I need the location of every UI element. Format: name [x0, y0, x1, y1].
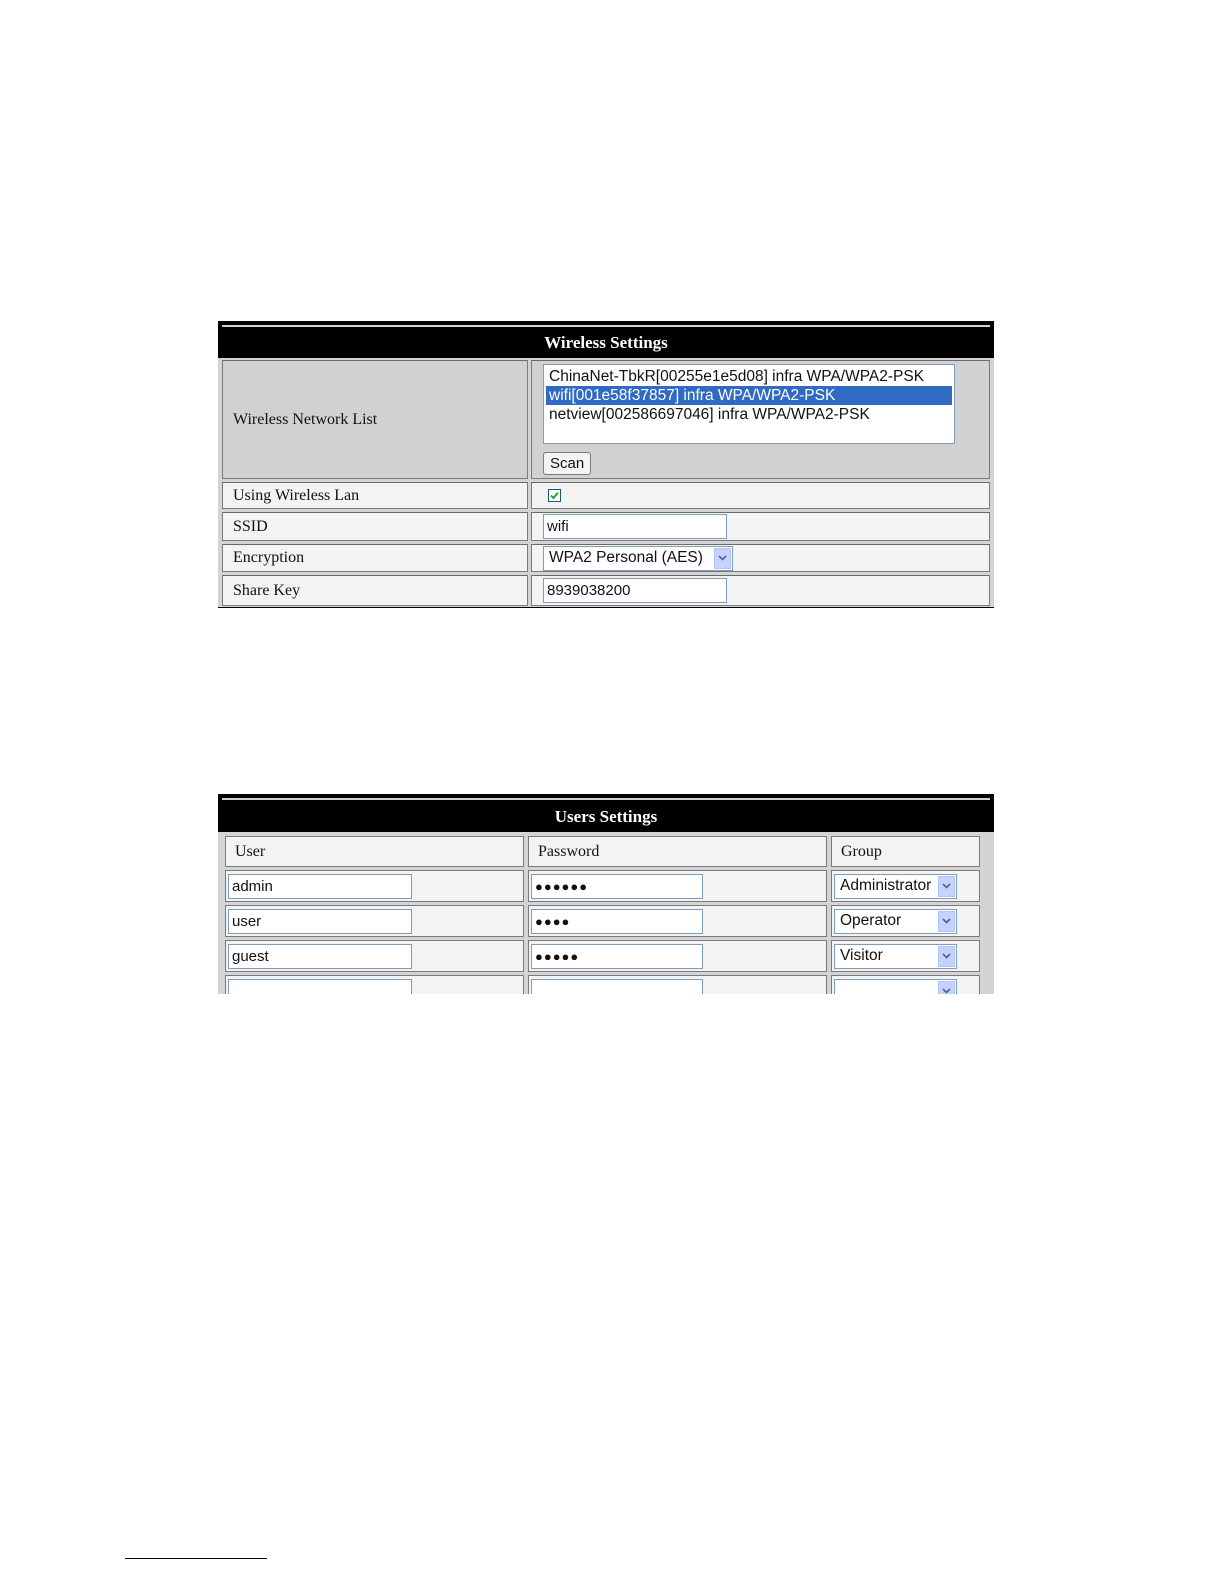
ssid-cell — [531, 512, 990, 541]
group-select[interactable] — [834, 944, 957, 969]
user-cell — [225, 870, 524, 902]
user-row-empty — [225, 975, 990, 994]
panel-top-rule — [218, 321, 994, 328]
username-input[interactable]: admin — [228, 874, 412, 899]
wireless-network-list-label: Wireless Network List — [222, 360, 528, 479]
scan-button-wrap — [543, 452, 591, 475]
network-option[interactable]: ChinaNet-TbkR[00255e1e5d08] infra WPA/WPA2-PSK — [549, 368, 925, 385]
checkmark-icon — [549, 490, 560, 501]
group-cell — [831, 940, 980, 972]
encryption-row — [222, 544, 990, 572]
wireless-network-list-cell — [531, 360, 990, 479]
wireless-settings-body — [218, 358, 994, 607]
password-input[interactable]: ●●●●●● — [531, 874, 703, 899]
users-header-row — [225, 836, 990, 867]
username-input[interactable]: guest — [228, 944, 412, 969]
group-select[interactable] — [834, 874, 957, 899]
user-row-user — [225, 905, 990, 937]
chevron-down-icon[interactable] — [938, 876, 955, 897]
wireless-settings-title: Wireless Settings — [544, 333, 668, 352]
share-key-cell — [531, 575, 990, 606]
password-cell — [528, 905, 827, 937]
using-wireless-lan-label: Using Wireless Lan — [222, 482, 528, 509]
group-select-value: Operator — [840, 912, 902, 929]
user-cell — [225, 975, 524, 994]
encryption-cell — [531, 544, 990, 572]
group-column-header: Group — [831, 836, 980, 867]
group-select-value: Administrator — [840, 877, 932, 894]
footnote-separator — [125, 1558, 267, 1559]
panel-top-rule — [218, 794, 994, 801]
using-wireless-lan-cell — [531, 482, 990, 509]
wireless-network-listbox[interactable] — [543, 364, 955, 444]
users-settings-body — [218, 832, 994, 994]
ssid-input[interactable]: wifi — [543, 514, 727, 539]
network-option[interactable]: netview[002586697046] infra WPA/WPA2-PSK — [549, 406, 870, 423]
chevron-down-icon[interactable] — [938, 946, 955, 967]
scan-button[interactable]: Scan — [543, 452, 591, 475]
ssid-row — [222, 512, 990, 541]
chevron-down-icon[interactable] — [938, 981, 955, 995]
password-input[interactable]: ●●●● — [531, 909, 703, 934]
password-cell — [528, 975, 827, 994]
user-cell — [225, 940, 524, 972]
password-cell — [528, 870, 827, 902]
encryption-select-value: WPA2 Personal (AES) — [549, 549, 703, 566]
password-column-header: Password — [528, 836, 827, 867]
password-input[interactable]: ●●●●● — [531, 944, 703, 969]
group-cell — [831, 905, 980, 937]
username-input[interactable] — [228, 979, 412, 995]
group-cell — [831, 975, 980, 994]
using-wireless-lan-row — [222, 482, 990, 509]
network-option-selected[interactable]: wifi[001e58f37857] infra WPA/WPA2-PSK — [546, 386, 952, 405]
username-input[interactable]: user — [228, 909, 412, 934]
users-settings-title: Users Settings — [554, 807, 658, 826]
password-input[interactable] — [531, 979, 703, 995]
wireless-settings-panel — [218, 321, 994, 608]
user-column-header: User — [225, 836, 524, 867]
encryption-select[interactable] — [543, 546, 733, 571]
group-select-value: Visitor — [840, 947, 883, 964]
share-key-label: Share Key — [222, 575, 528, 606]
user-row-guest — [225, 940, 990, 972]
group-select[interactable] — [834, 979, 957, 995]
share-key-input[interactable]: 8939038200 — [543, 578, 727, 603]
user-row-admin — [225, 870, 990, 902]
password-cell — [528, 940, 827, 972]
chevron-down-icon[interactable] — [714, 548, 731, 569]
chevron-down-icon[interactable] — [938, 911, 955, 932]
group-cell — [831, 870, 980, 902]
wireless-network-list-row — [222, 360, 990, 479]
ssid-label: SSID — [222, 512, 528, 541]
user-cell — [225, 905, 524, 937]
group-select[interactable] — [834, 909, 957, 934]
using-wireless-lan-checkbox[interactable] — [548, 489, 561, 502]
users-settings-panel — [218, 794, 994, 994]
share-key-row — [222, 575, 990, 606]
encryption-label: Encryption — [222, 544, 528, 572]
